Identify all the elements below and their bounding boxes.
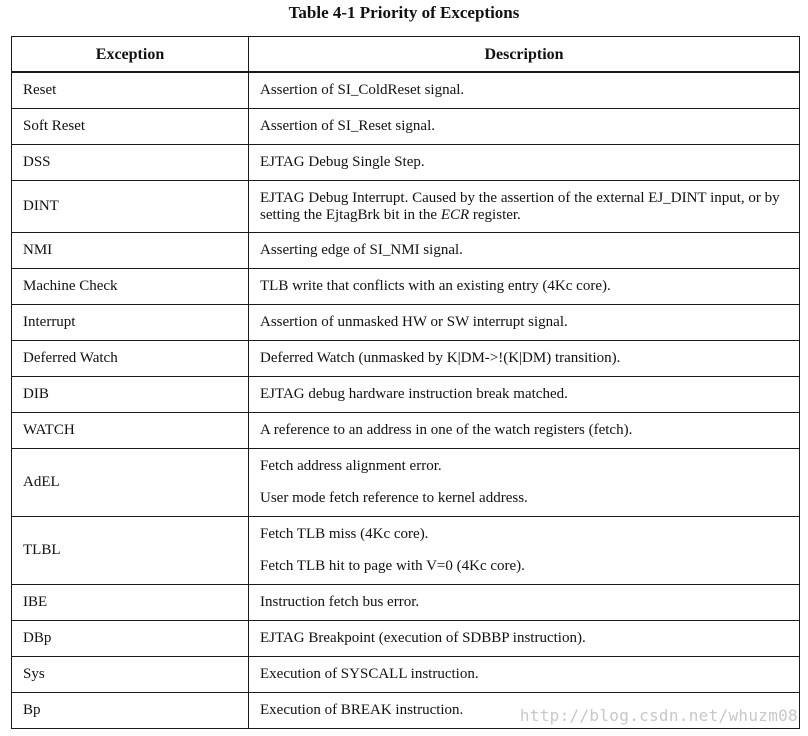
description-cell (249, 341, 800, 377)
description-line: EJTAG Debug Single Step. (260, 154, 425, 170)
description-cell (249, 449, 800, 517)
description-line: Deferred Watch (unmasked by K|DM->!(K|DM) transition). (260, 350, 621, 366)
description-line: Asserting edge of SI_NMI signal. (260, 242, 463, 258)
description-line: User mode fetch reference to kernel address. (260, 490, 528, 506)
table-row (12, 72, 800, 109)
table-row (12, 377, 800, 413)
exception-cell: DINT (12, 181, 249, 233)
description-cell (249, 181, 800, 233)
description-line: TLB write that conflicts with an existing entry (4Kc core). (260, 278, 611, 294)
exceptions-table (11, 36, 800, 729)
exception-cell: NMI (12, 233, 249, 269)
exception-cell: Deferred Watch (12, 341, 249, 377)
description-cell (249, 413, 800, 449)
description-line: Fetch TLB hit to page with V=0 (4Kc core). (260, 558, 525, 574)
table-row (12, 413, 800, 449)
table-row (12, 233, 800, 269)
exception-cell: Bp (12, 693, 249, 729)
description-line: Assertion of SI_Reset signal. (260, 118, 435, 134)
description-cell (249, 109, 800, 145)
description-cell (249, 621, 800, 657)
description-line: Fetch address alignment error. (260, 458, 442, 474)
description-cell (249, 72, 800, 109)
table-header-row (12, 37, 800, 73)
description-line: Instruction fetch bus error. (260, 594, 420, 610)
exception-cell: Soft Reset (12, 109, 249, 145)
header-description: Description (249, 37, 800, 73)
table-row (12, 585, 800, 621)
exception-cell: DBp (12, 621, 249, 657)
table-title: Table 4-1 Priority of Exceptions (288, 3, 520, 22)
exception-cell: Reset (12, 72, 249, 109)
exception-cell: WATCH (12, 413, 249, 449)
description-text: EJTAG Debug Interrupt. Caused by the assertion of the external EJ_DINT input, or by setting the EjtagBrk bit in the (260, 189, 780, 223)
exception-cell: IBE (12, 585, 249, 621)
exception-cell: DSS (12, 145, 249, 181)
description-text-end: register. (469, 206, 521, 223)
description-emphasis: ECR (440, 206, 470, 223)
description-cell (249, 233, 800, 269)
table-row (12, 341, 800, 377)
table-row (12, 269, 800, 305)
description-cell (249, 585, 800, 621)
exception-cell: AdEL (12, 449, 249, 517)
description-cell (249, 517, 800, 585)
table-row (12, 181, 800, 233)
description-line: Execution of SYSCALL instruction. (260, 666, 479, 682)
exception-cell: Sys (12, 657, 249, 693)
description-cell (249, 305, 800, 341)
description-cell (249, 269, 800, 305)
table-row (12, 657, 800, 693)
table-row (12, 621, 800, 657)
table-row (12, 449, 800, 517)
description-line: Assertion of SI_ColdReset signal. (260, 82, 465, 98)
description-line: EJTAG debug hardware instruction break matched. (260, 386, 568, 402)
description-line: Assertion of unmasked HW or SW interrupt signal. (260, 314, 568, 330)
table-row (12, 517, 800, 585)
description-cell (249, 657, 800, 693)
exception-cell: Machine Check (12, 269, 249, 305)
exception-cell: TLBL (12, 517, 249, 585)
description-cell (249, 145, 800, 181)
description-line: A reference to an address in one of the watch registers (fetch). (260, 422, 633, 438)
exception-cell: Interrupt (12, 305, 249, 341)
description-cell (249, 377, 800, 413)
table-row (12, 109, 800, 145)
description-line: Execution of BREAK instruction. (260, 702, 464, 718)
description-line: EJTAG Breakpoint (execution of SDBBP instruction). (260, 630, 586, 646)
watermark-text: http://blog.csdn.net/whuzm08 (519, 706, 798, 725)
table-row (12, 145, 800, 181)
exception-cell: DIB (12, 377, 249, 413)
description-line: Fetch TLB miss (4Kc core). (260, 526, 429, 542)
header-exception: Exception (12, 37, 249, 73)
table-row (12, 305, 800, 341)
